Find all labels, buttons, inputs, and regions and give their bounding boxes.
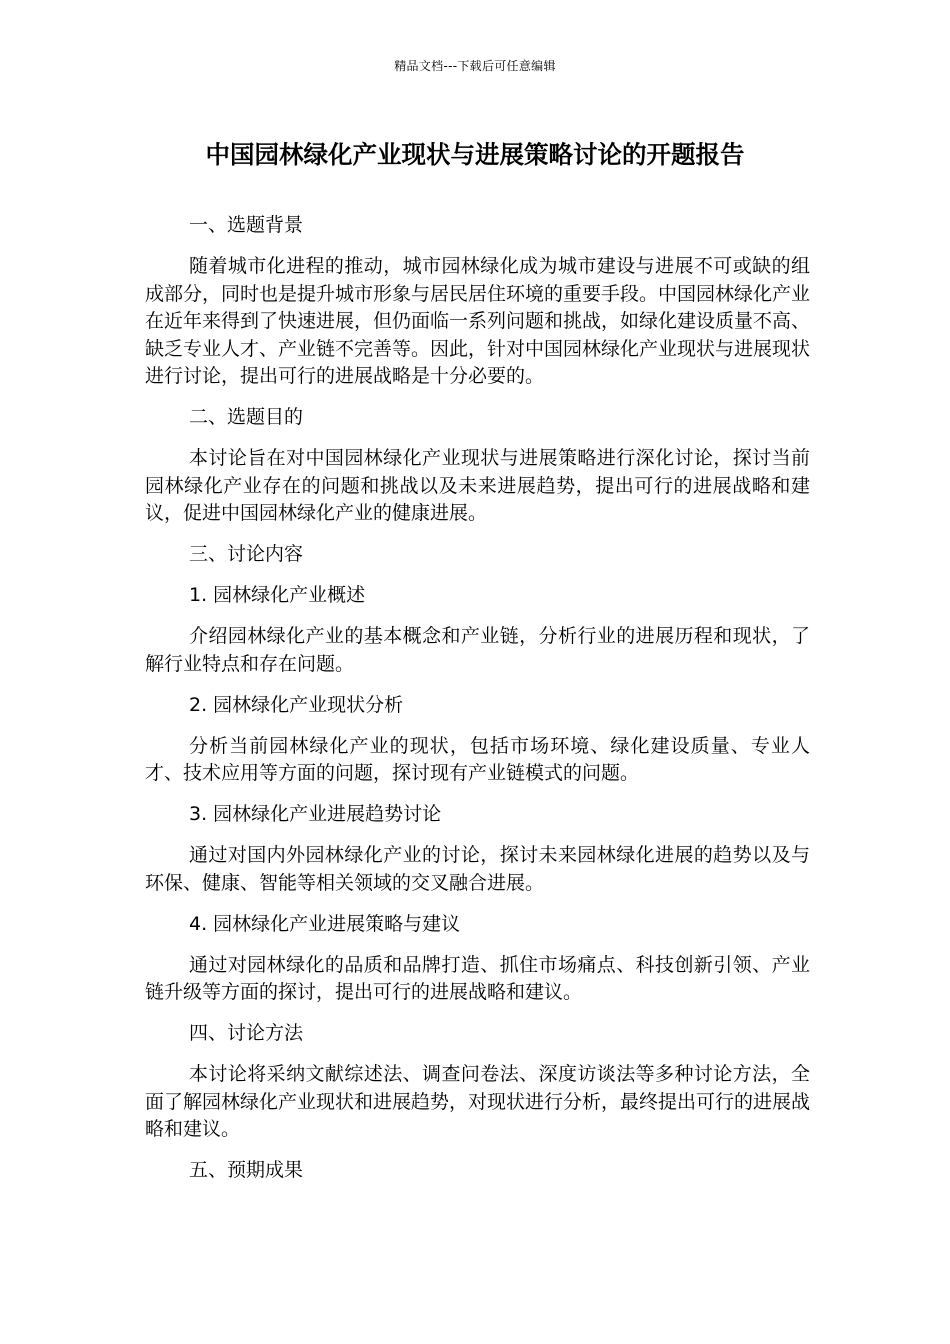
subsection-heading-overview: 1. 园林绿化产业概述 (189, 584, 366, 606)
paragraph-background: 随着城市化进程的推动，城市园林绿化成为城市建设与进展不可或缺的组成部分，同时也是提升城市形象与居民居住环境的重要手段。中国园林绿化产业在近年来得到了快速进展，但仍面临一系列问题和挑战，如绿化建设质量不高、缺乏专业人才、产业链不完善等。因此，针对中国园林绿化产业现状与进展现状进行讨论，提出可行的进展战略是十分必要的。 (145, 255, 811, 387)
paragraph-methods: 本讨论将采纳文献综述法、调查问卷法、深度访谈法等多种讨论方法，全面了解园林绿化产业现状和进展趋势，对现状进行分析，最终提出可行的进展战略和建议。 (145, 1063, 811, 1140)
paragraph-status-analysis: 分析当前园林绿化产业的现状，包括市场环境、绿化建设质量、专业人才、技术应用等方面的问题，探讨现有产业链模式的问题。 (145, 734, 810, 784)
section-heading-content: 三、讨论内容 (189, 543, 304, 565)
page-header: 精品文档---下载后可任意编辑 (394, 59, 556, 73)
section-heading-purpose: 二、选题目的 (189, 406, 304, 428)
paragraph-strategy: 通过对园林绿化的品质和品牌打造、抓住市场痛点、科技创新引领、产业链升级等方面的探讨，提出可行的进展战略和建议。 (145, 953, 810, 1003)
section-heading-expected-results: 五、预期成果 (189, 1159, 304, 1181)
document-body (145, 212, 810, 1198)
paragraph-overview: 介绍园林绿化产业的基本概念和产业链，分析行业的进展历程和现状，了解行业特点和存在问题。 (145, 625, 810, 675)
subsection-heading-trends: 3. 园林绿化产业进展趋势讨论 (189, 803, 442, 825)
section-heading-background: 一、选题背景 (189, 214, 304, 236)
subsection-heading-strategy: 4. 园林绿化产业进展策略与建议 (189, 912, 461, 935)
document-title: 中国园林绿化产业现状与进展策略讨论的开题报告 (205, 140, 745, 169)
paragraph-trends: 通过对国内外园林绿化产业的讨论，探讨未来园林绿化进展的趋势以及与环保、健康、智能等相关领域的交叉融合进展。 (145, 844, 810, 894)
subsection-heading-status-analysis: 2. 园林绿化产业现状分析 (189, 693, 404, 716)
section-heading-methods: 四、讨论方法 (189, 1022, 304, 1044)
paragraph-purpose: 本讨论旨在对中国园林绿化产业现状与进展策略进行深化讨论，探讨当前园林绿化产业存在的问题和挑战以及未来进展趋势，提出可行的进展战略和建议，促进中国园林绿化产业的健康进展。 (145, 447, 810, 524)
